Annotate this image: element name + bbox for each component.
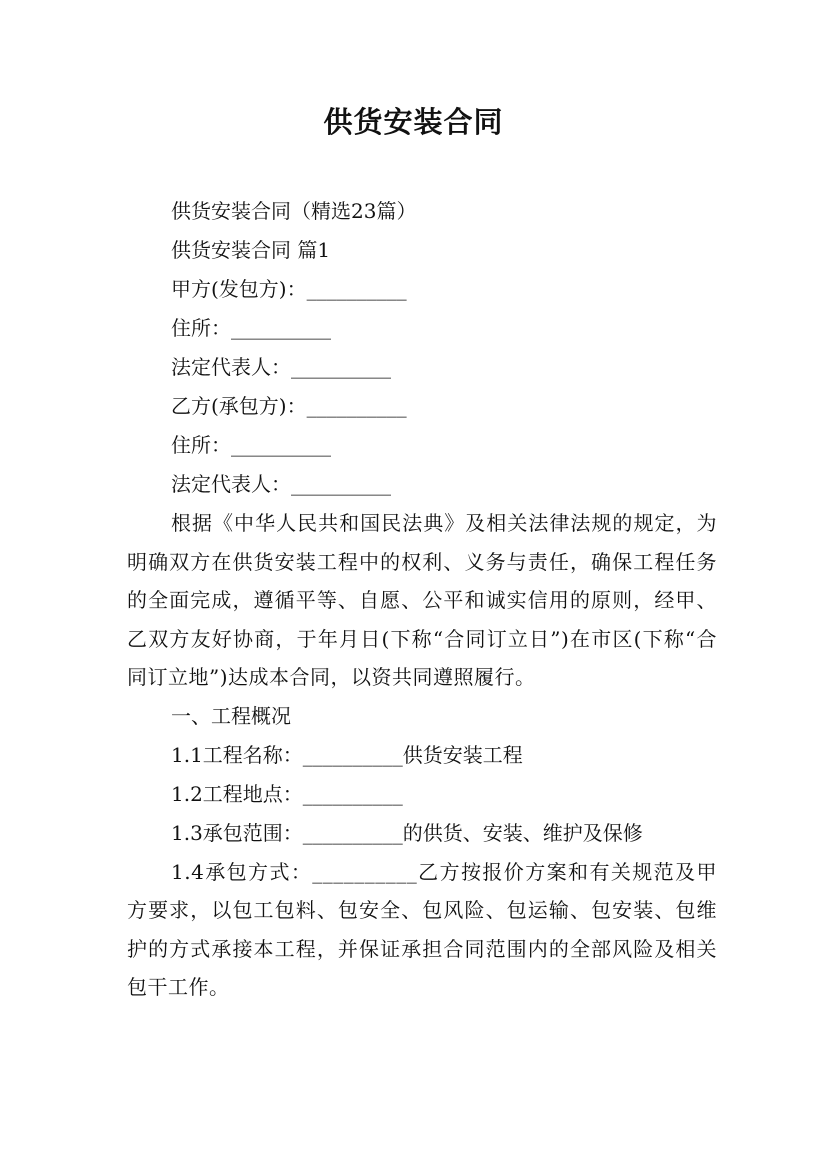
document-body [127,192,717,1007]
party-b-representative: 法定代表人：__________ [171,472,391,496]
document-title: 供货安装合同 [323,105,504,139]
preamble-paragraph: 根据《中华人民共和国民法典》及相关法律法规的规定，为明确双方在供货安装工程中的权利、义务与责任，确保工程任务的全面完成，遵循平等、自愿、公平和诚实信用的原则，经甲、乙双方友好协商，于年月日(下称“合同订立日”)在市区(下称“合同订立地”)达成本合同，以资共同遵照履行。 [127,511,717,689]
party-b-address: 住所：__________ [171,433,331,457]
party-a-representative: 法定代表人：__________ [171,355,391,379]
party-a-address: 住所：__________ [171,316,331,340]
section-1-heading: 一、工程概况 [171,703,291,728]
party-b: 乙方(承包方)：__________ [171,394,407,418]
subtitle: 供货安装合同（精选23篇） [171,199,417,223]
item-1-2: 1.2工程地点：__________ [171,781,403,806]
item-1-1: 1.1工程名称：__________供货安装工程 [171,742,523,767]
item-1-4: 1.4承包方式：__________乙方按报价方案和有关规范及甲方要求，以包工包料、包安全、包风险、包运输、包安装、包维护的方式承接本工程，并保证承担合同范围内的全部风险及相关包干工作。 [127,859,717,999]
party-a: 甲方(发包方)：__________ [171,277,407,301]
item-1-3: 1.3承包范围：__________的供货、安装、维护及保修 [171,820,643,845]
article-heading: 供货安装合同 篇1 [171,238,331,262]
